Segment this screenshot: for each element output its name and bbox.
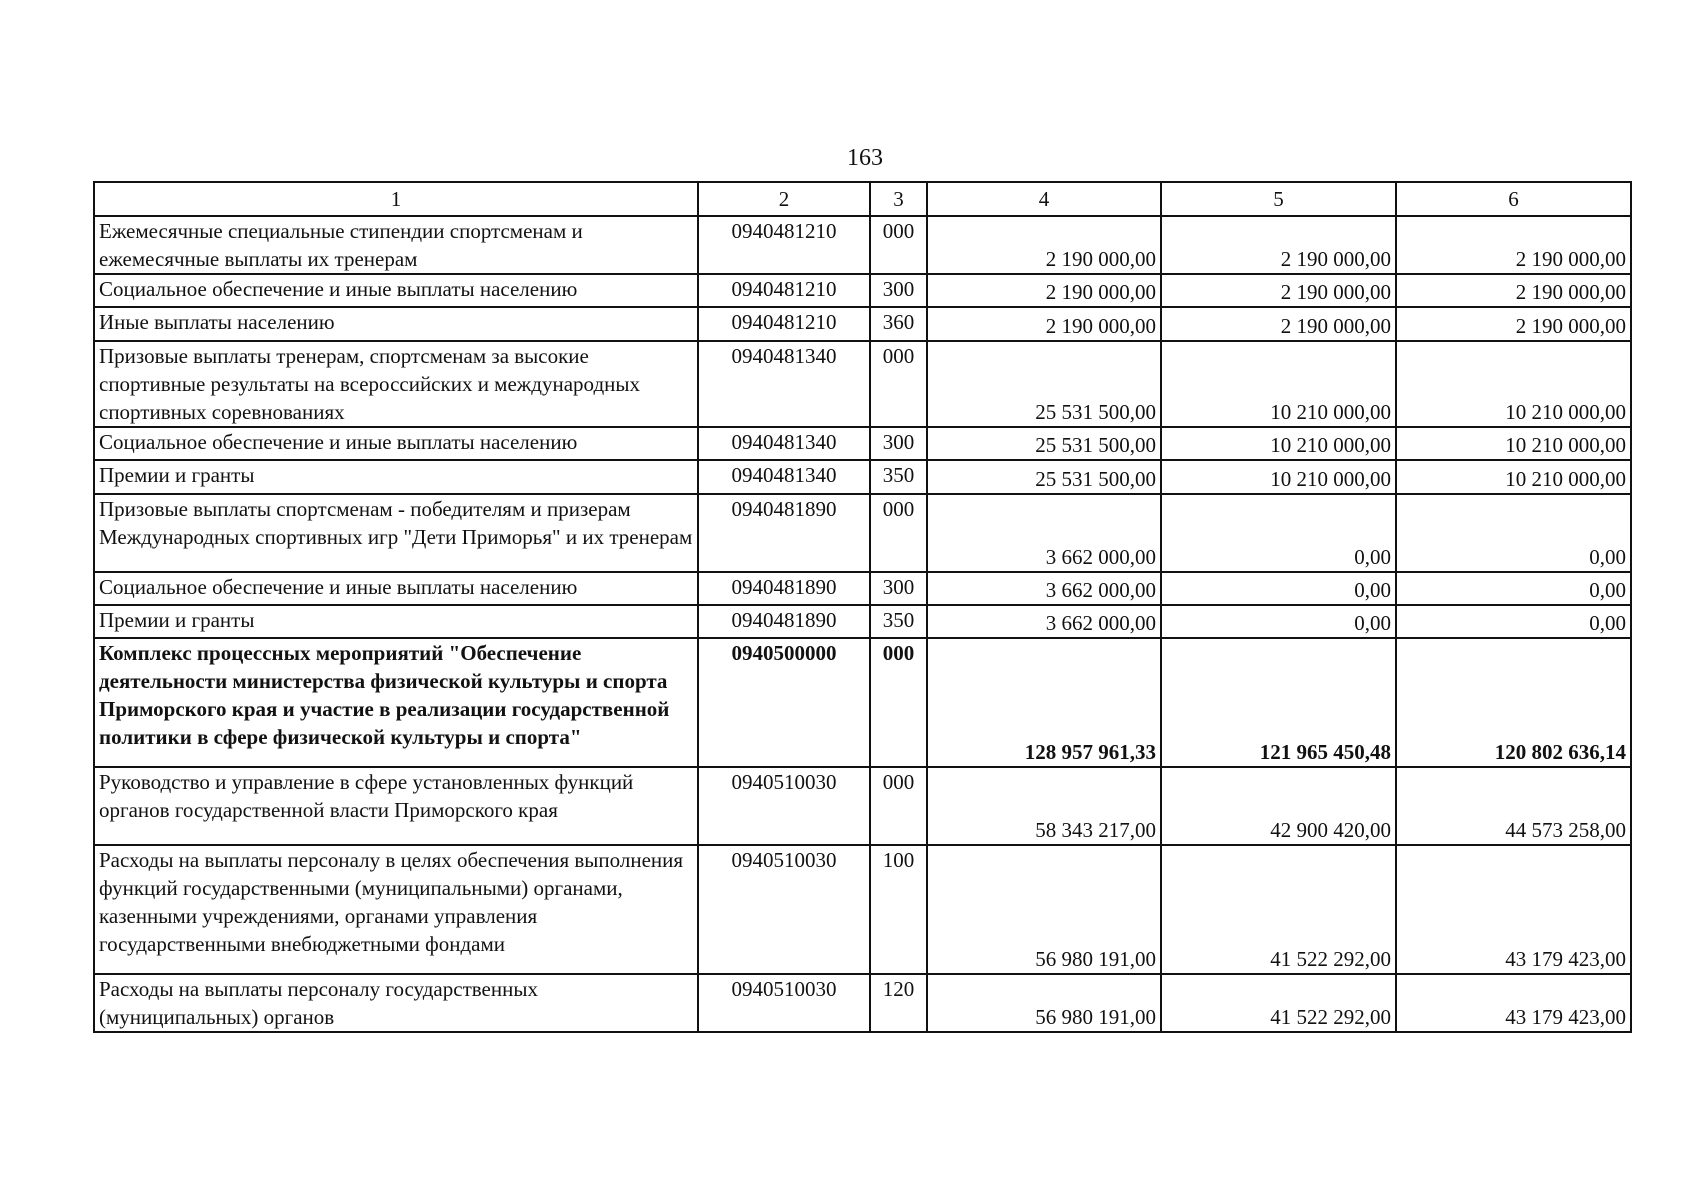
row-code-cell: 0940510030 <box>698 767 870 845</box>
row-amount-col6-cell: 120 802 636,14 <box>1396 638 1631 767</box>
row-name-cell: Расходы на выплаты персоналу государственных (муниципальных) органов <box>94 974 698 1032</box>
row-amount-col6-cell: 43 179 423,00 <box>1396 845 1631 974</box>
row-name-cell: Премии и гранты <box>94 460 698 494</box>
row-name-cell: Руководство и управление в сфере установленных функций органов государственной власти Приморского края <box>94 767 698 845</box>
row-amount-col6-cell: 10 210 000,00 <box>1396 460 1631 494</box>
row-expense-type-cell: 000 <box>870 216 927 274</box>
row-name-cell: Расходы на выплаты персоналу в целях обеспечения выполнения функций государственными (муниципальными) органами, казенными учреждениями, органами управления государственными внебюджетными фондами <box>94 845 698 974</box>
table-row <box>94 605 1631 638</box>
row-code-cell: 0940510030 <box>698 845 870 974</box>
table-row <box>94 572 1631 605</box>
row-amount-col4-cell: 3 662 000,00 <box>927 494 1161 572</box>
column-header-4: 4 <box>927 182 1161 216</box>
row-amount-col4-cell: 56 980 191,00 <box>927 974 1161 1032</box>
row-code-cell: 0940481340 <box>698 427 870 460</box>
column-header-2: 2 <box>698 182 870 216</box>
row-amount-col4-cell: 128 957 961,33 <box>927 638 1161 767</box>
row-amount-col4-cell: 58 343 217,00 <box>927 767 1161 845</box>
row-expense-type-cell: 300 <box>870 274 927 307</box>
row-amount-col6-cell: 0,00 <box>1396 605 1631 638</box>
row-amount-col5-cell: 121 965 450,48 <box>1161 638 1396 767</box>
page-number: 163 <box>847 145 883 171</box>
column-header-3: 3 <box>870 182 927 216</box>
row-expense-type-cell: 000 <box>870 638 927 767</box>
row-amount-col6-cell: 0,00 <box>1396 494 1631 572</box>
table-row <box>94 638 1631 767</box>
row-amount-col4-cell: 25 531 500,00 <box>927 341 1161 427</box>
table-row <box>94 341 1631 427</box>
row-name-cell: Призовые выплаты спортсменам - победителям и призерам Международных спортивных игр "Дети Приморья" и их тренерам <box>94 494 698 572</box>
row-amount-col5-cell: 0,00 <box>1161 605 1396 638</box>
row-code-cell: 0940481890 <box>698 494 870 572</box>
row-amount-col5-cell: 0,00 <box>1161 494 1396 572</box>
row-amount-col5-cell: 42 900 420,00 <box>1161 767 1396 845</box>
row-amount-col4-cell: 2 190 000,00 <box>927 307 1161 341</box>
row-amount-col5-cell: 10 210 000,00 <box>1161 460 1396 494</box>
row-amount-col6-cell: 2 190 000,00 <box>1396 307 1631 341</box>
row-amount-col5-cell: 41 522 292,00 <box>1161 974 1396 1032</box>
row-name-cell: Социальное обеспечение и иные выплаты населению <box>94 274 698 307</box>
row-code-cell: 0940510030 <box>698 974 870 1032</box>
row-amount-col6-cell: 10 210 000,00 <box>1396 427 1631 460</box>
row-name-cell: Комплекс процессных мероприятий "Обеспечение деятельности министерства физической культуры и спорта Приморского края и участие в реализации государственной политики в сфере физической культуры и спорта" <box>94 638 698 767</box>
row-amount-col4-cell: 25 531 500,00 <box>927 427 1161 460</box>
row-expense-type-cell: 000 <box>870 341 927 427</box>
row-code-cell: 0940500000 <box>698 638 870 767</box>
table-row <box>94 274 1631 307</box>
table-row <box>94 460 1631 494</box>
row-expense-type-cell: 350 <box>870 460 927 494</box>
row-amount-col5-cell: 2 190 000,00 <box>1161 216 1396 274</box>
row-expense-type-cell: 300 <box>870 572 927 605</box>
row-code-cell: 0940481890 <box>698 605 870 638</box>
table-row <box>94 216 1631 274</box>
row-name-cell: Иные выплаты населению <box>94 307 698 341</box>
row-amount-col6-cell: 2 190 000,00 <box>1396 216 1631 274</box>
row-name-cell: Социальное обеспечение и иные выплаты населению <box>94 427 698 460</box>
table-row <box>94 974 1631 1032</box>
row-amount-col4-cell: 3 662 000,00 <box>927 605 1161 638</box>
row-amount-col4-cell: 56 980 191,00 <box>927 845 1161 974</box>
column-header-1: 1 <box>94 182 698 216</box>
table-row <box>94 845 1631 974</box>
row-amount-col5-cell: 10 210 000,00 <box>1161 427 1396 460</box>
row-amount-col4-cell: 3 662 000,00 <box>927 572 1161 605</box>
row-amount-col5-cell: 41 522 292,00 <box>1161 845 1396 974</box>
budget-table <box>93 181 1632 1033</box>
row-amount-col6-cell: 44 573 258,00 <box>1396 767 1631 845</box>
row-code-cell: 0940481210 <box>698 216 870 274</box>
row-amount-col6-cell: 2 190 000,00 <box>1396 274 1631 307</box>
row-code-cell: 0940481210 <box>698 307 870 341</box>
row-amount-col5-cell: 2 190 000,00 <box>1161 274 1396 307</box>
table-row <box>94 307 1631 341</box>
column-header-6: 6 <box>1396 182 1631 216</box>
row-amount-col4-cell: 2 190 000,00 <box>927 216 1161 274</box>
table-row <box>94 427 1631 460</box>
row-code-cell: 0940481890 <box>698 572 870 605</box>
table-row <box>94 494 1631 572</box>
row-amount-col6-cell: 10 210 000,00 <box>1396 341 1631 427</box>
row-expense-type-cell: 360 <box>870 307 927 341</box>
row-code-cell: 0940481210 <box>698 274 870 307</box>
row-name-cell: Призовые выплаты тренерам, спортсменам за высокие спортивные результаты на всероссийских и международных спортивных соревнованиях <box>94 341 698 427</box>
column-header-5: 5 <box>1161 182 1396 216</box>
row-amount-col6-cell: 43 179 423,00 <box>1396 974 1631 1032</box>
row-amount-col5-cell: 0,00 <box>1161 572 1396 605</box>
row-expense-type-cell: 000 <box>870 494 927 572</box>
row-expense-type-cell: 350 <box>870 605 927 638</box>
row-expense-type-cell: 000 <box>870 767 927 845</box>
row-amount-col6-cell: 0,00 <box>1396 572 1631 605</box>
row-expense-type-cell: 120 <box>870 974 927 1032</box>
row-amount-col4-cell: 25 531 500,00 <box>927 460 1161 494</box>
row-code-cell: 0940481340 <box>698 460 870 494</box>
row-code-cell: 0940481340 <box>698 341 870 427</box>
row-name-cell: Социальное обеспечение и иные выплаты населению <box>94 572 698 605</box>
row-amount-col5-cell: 10 210 000,00 <box>1161 341 1396 427</box>
header-row <box>94 182 1631 216</box>
row-amount-col4-cell: 2 190 000,00 <box>927 274 1161 307</box>
table-row <box>94 767 1631 845</box>
row-name-cell: Ежемесячные специальные стипендии спортсменам и ежемесячные выплаты их тренерам <box>94 216 698 274</box>
row-amount-col5-cell: 2 190 000,00 <box>1161 307 1396 341</box>
row-expense-type-cell: 300 <box>870 427 927 460</box>
row-expense-type-cell: 100 <box>870 845 927 974</box>
row-name-cell: Премии и гранты <box>94 605 698 638</box>
